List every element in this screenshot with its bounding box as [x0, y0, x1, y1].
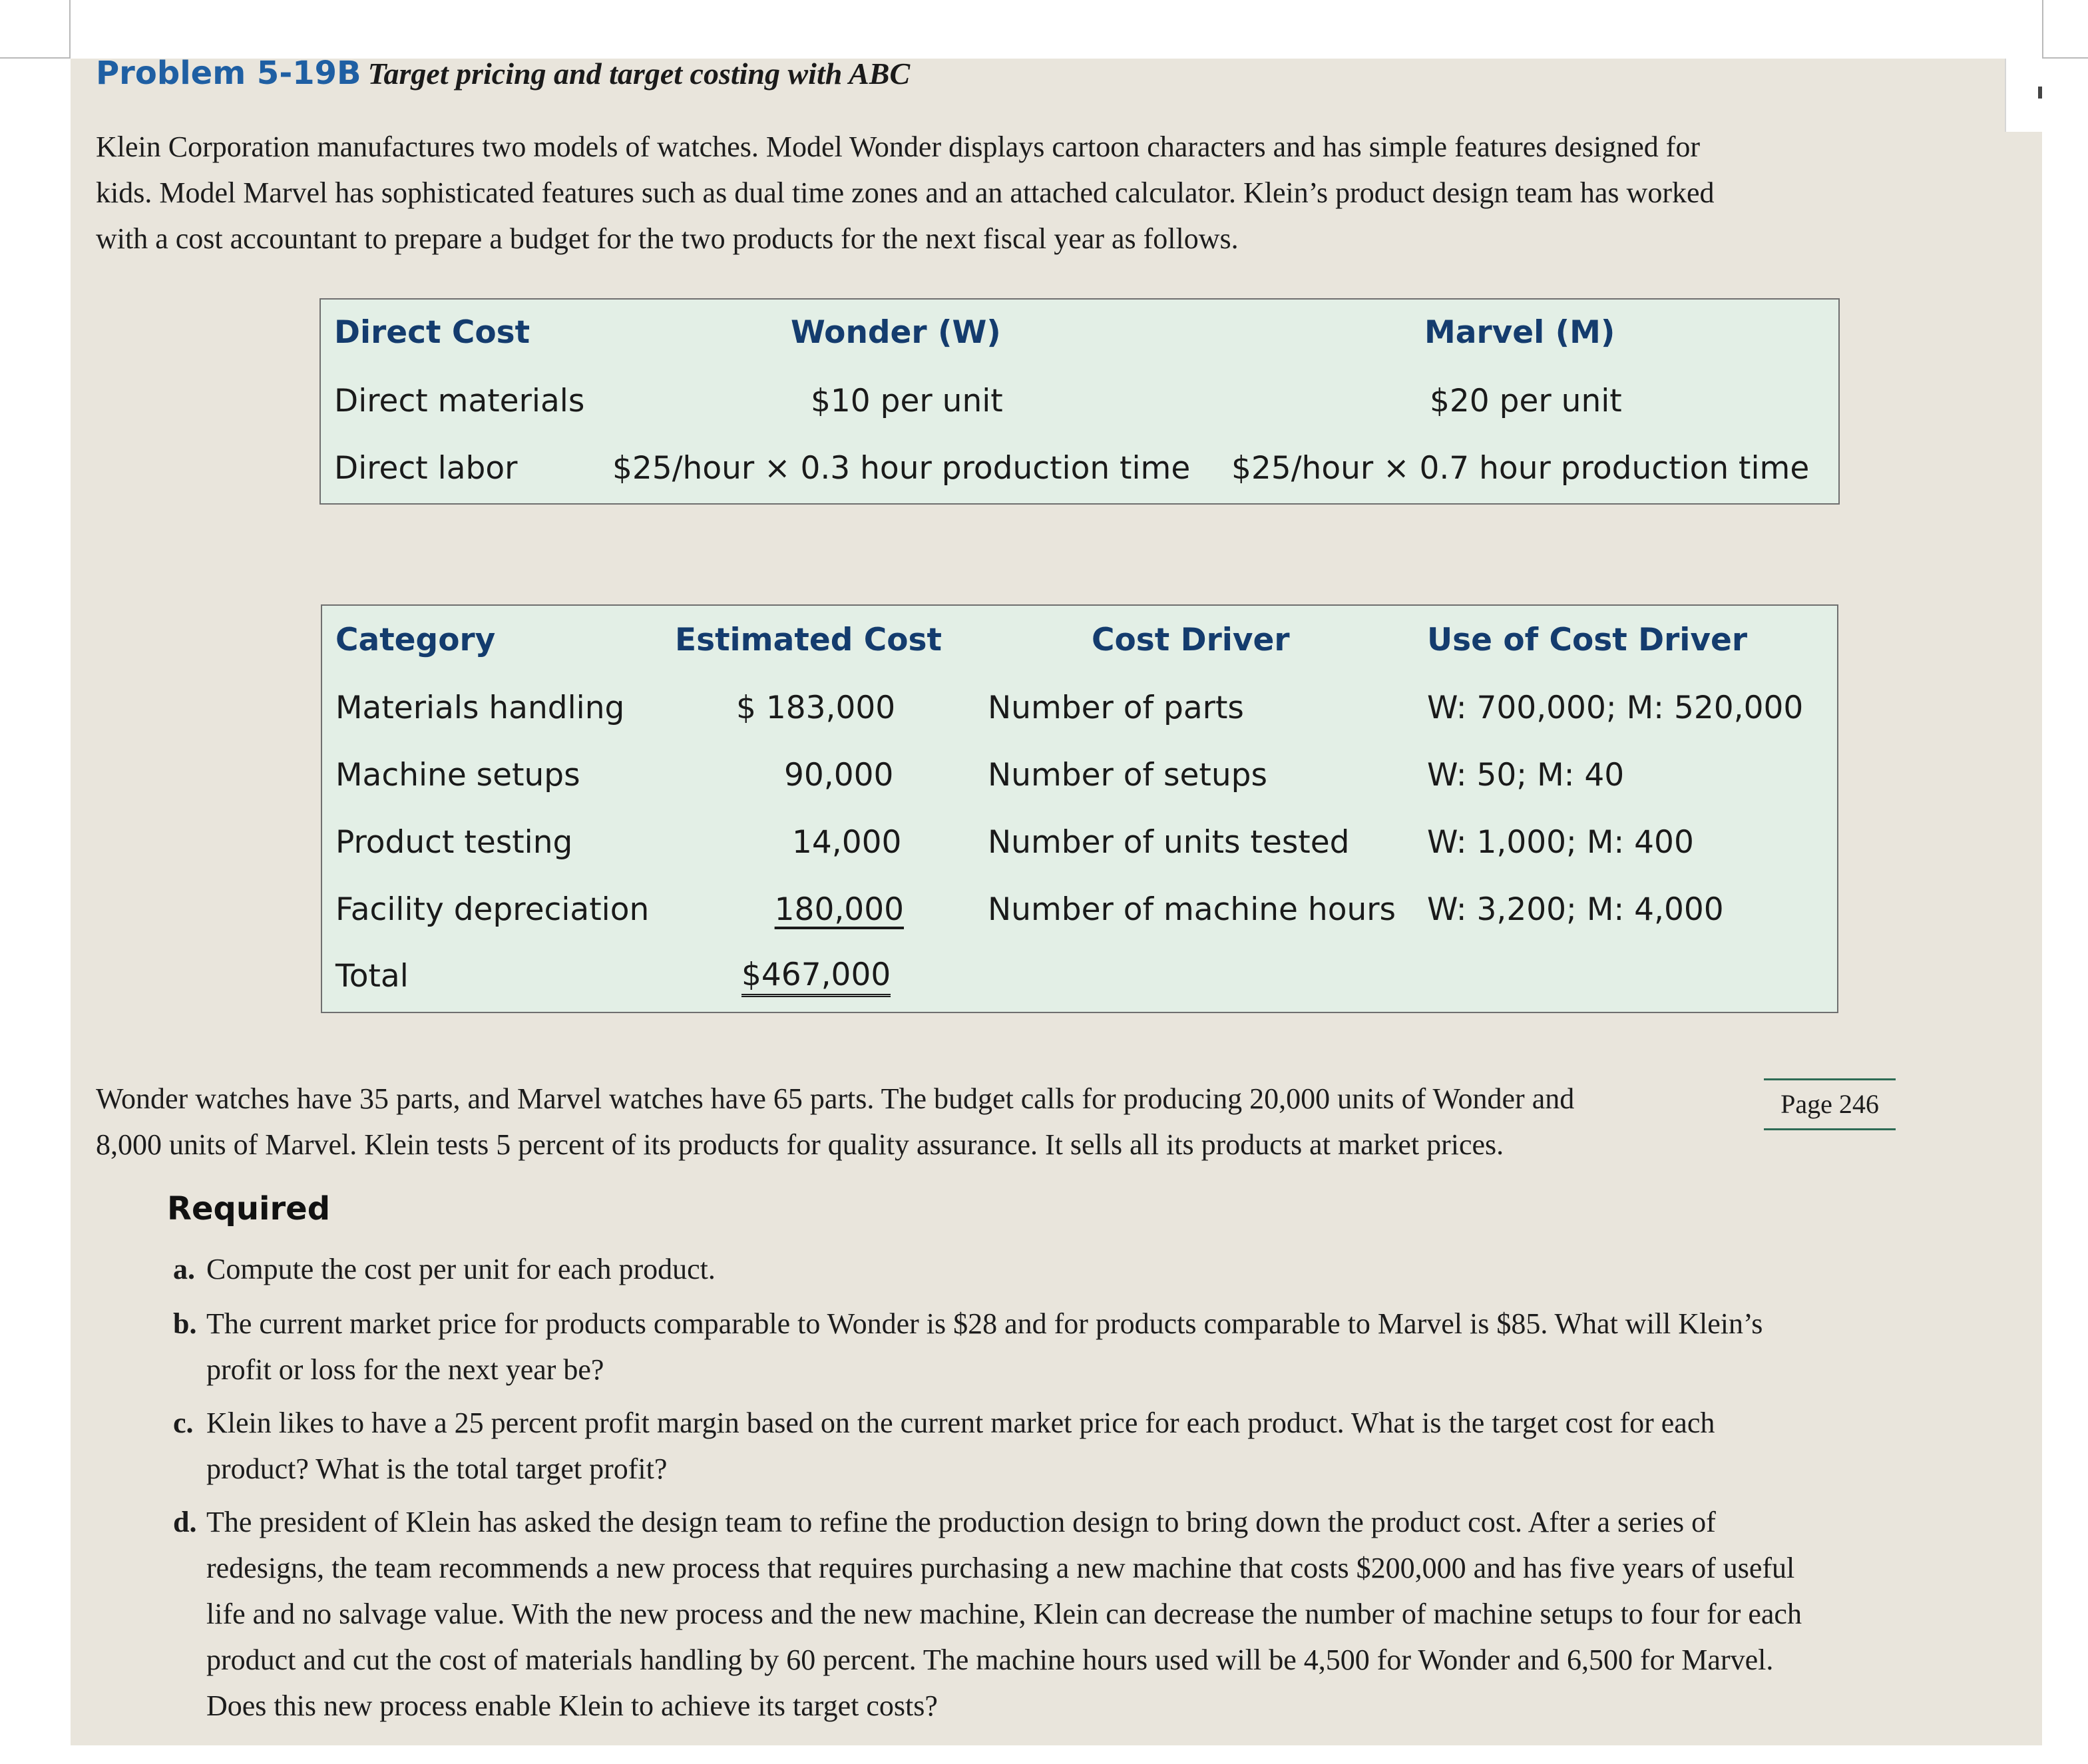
cost-cell: 180,000 — [774, 891, 904, 928]
required-heading: Required — [167, 1190, 331, 1227]
header-estimated-cost: Estimated Cost — [675, 622, 942, 658]
item-text — [206, 1400, 2070, 1492]
usage-cell: W: 50; M: 40 — [1427, 757, 1625, 793]
page-number-label: Page 246 — [1764, 1078, 1896, 1130]
item-line: Does this new process enable Klein to achieve its target costs? — [206, 1689, 938, 1722]
header-cost-driver: Cost Driver — [1092, 622, 1290, 658]
scroll-handle[interactable] — [2005, 59, 2043, 132]
cost-cell: $ 183,000 — [736, 690, 896, 726]
item-letter: c. — [173, 1407, 194, 1439]
category-cell: Facility depreciation — [335, 891, 650, 928]
item-text — [206, 1499, 2070, 1729]
intro-line: with a cost accountant to prepare a budget for the two products for the next fiscal year as follows. — [96, 222, 1239, 255]
item-text — [206, 1246, 2070, 1292]
facts-line: Wonder watches have 35 parts, and Marvel watches have 65 parts. The budget calls for producing 20,000 units of Wonder and — [96, 1082, 1575, 1115]
usage-cell: W: 1,000; M: 400 — [1427, 824, 1694, 861]
usage-cell: W: 3,200; M: 4,000 — [1427, 891, 1724, 928]
category-cell: Product testing — [335, 824, 573, 861]
usage-cell: W: 700,000; M: 520,000 — [1427, 690, 1804, 726]
header-marvel: Marvel (M) — [1424, 314, 1615, 351]
category-cell: Materials handling — [335, 690, 625, 726]
item-letter: a. — [173, 1253, 195, 1285]
item-line: profit or loss for the next year be? — [206, 1353, 604, 1386]
crop-mark-top-left-vertical — [69, 0, 71, 59]
item-line: Compute the cost per unit for each product. — [206, 1253, 716, 1285]
row-label: Direct labor — [334, 450, 518, 487]
total-label: Total — [335, 958, 409, 994]
item-letter: b. — [173, 1307, 197, 1340]
item-line: life and no salvage value. With the new process and the new machine, Klein can decrease the number of machine setups to four for each — [206, 1598, 1802, 1630]
wonder-materials: $10 per unit — [811, 383, 1003, 419]
cost-cell: 90,000 — [784, 757, 894, 793]
driver-cell: Number of setups — [988, 757, 1267, 793]
header-category: Category — [335, 622, 496, 658]
driver-cell: Number of units tested — [988, 824, 1350, 861]
header-wonder: Wonder (W) — [791, 314, 1001, 351]
category-cell: Machine setups — [335, 757, 580, 793]
cost-cell: 14,000 — [792, 824, 902, 861]
direct-cost-table — [319, 298, 1840, 505]
item-line: The current market price for products comparable to Wonder is $28 and for products comparable to Marvel is $85. What will Klein’s — [206, 1307, 1763, 1340]
scroll-grip-icon — [2038, 87, 2042, 99]
problem-title — [96, 55, 910, 92]
problem-subtitle: Target pricing and target costing with ABC — [367, 57, 911, 91]
intro-line: kids. Model Marvel has sophisticated features such as dual time zones and an attached calculator. Klein’s product design team has worked — [96, 176, 1715, 209]
intro-paragraph — [96, 124, 1715, 262]
facts-paragraph — [96, 1076, 1574, 1168]
row-label: Direct materials — [334, 383, 585, 419]
item-line: The president of Klein has asked the design team to refine the production design to bring down the product cost. After a series of — [206, 1506, 1716, 1538]
item-text — [206, 1301, 2070, 1393]
header-use-of-driver: Use of Cost Driver — [1427, 622, 1748, 658]
wonder-labor: $25/hour × 0.3 hour production time — [612, 450, 1191, 487]
item-line: product? What is the total target profit? — [206, 1452, 668, 1485]
driver-cell: Number of parts — [988, 690, 1244, 726]
overhead-cost-table — [321, 604, 1838, 1013]
problem-number: Problem 5-19B — [96, 55, 361, 92]
item-line: product and cut the cost of materials handling by 60 percent. The machine hours used will be 4,500 for Wonder and 6,500 for Marvel. — [206, 1644, 1774, 1676]
marvel-labor: $25/hour × 0.7 hour production time — [1231, 450, 1810, 487]
item-line: Klein likes to have a 25 percent profit margin based on the current market price for each product. What is the target cost for each — [206, 1407, 1715, 1439]
crop-mark-top-right-horizontal — [2042, 57, 2088, 59]
driver-cell: Number of machine hours — [988, 891, 1396, 928]
header-direct-cost: Direct Cost — [334, 314, 530, 351]
crop-mark-top-right-vertical — [2042, 0, 2043, 59]
total-value: $467,000 — [741, 958, 891, 997]
item-line: redesigns, the team recommends a new process that requires purchasing a new machine that costs $200,000 and has five years of useful — [206, 1552, 1795, 1584]
item-letter: d. — [173, 1506, 197, 1538]
intro-line: Klein Corporation manufactures two models of watches. Model Wonder displays cartoon characters and has simple features designed for — [96, 130, 1701, 163]
facts-line: 8,000 units of Marvel. Klein tests 5 percent of its products for quality assurance. It sells all its products at market prices. — [96, 1128, 1504, 1161]
crop-mark-top-left-horizontal — [0, 57, 71, 59]
marvel-materials: $20 per unit — [1430, 383, 1622, 419]
